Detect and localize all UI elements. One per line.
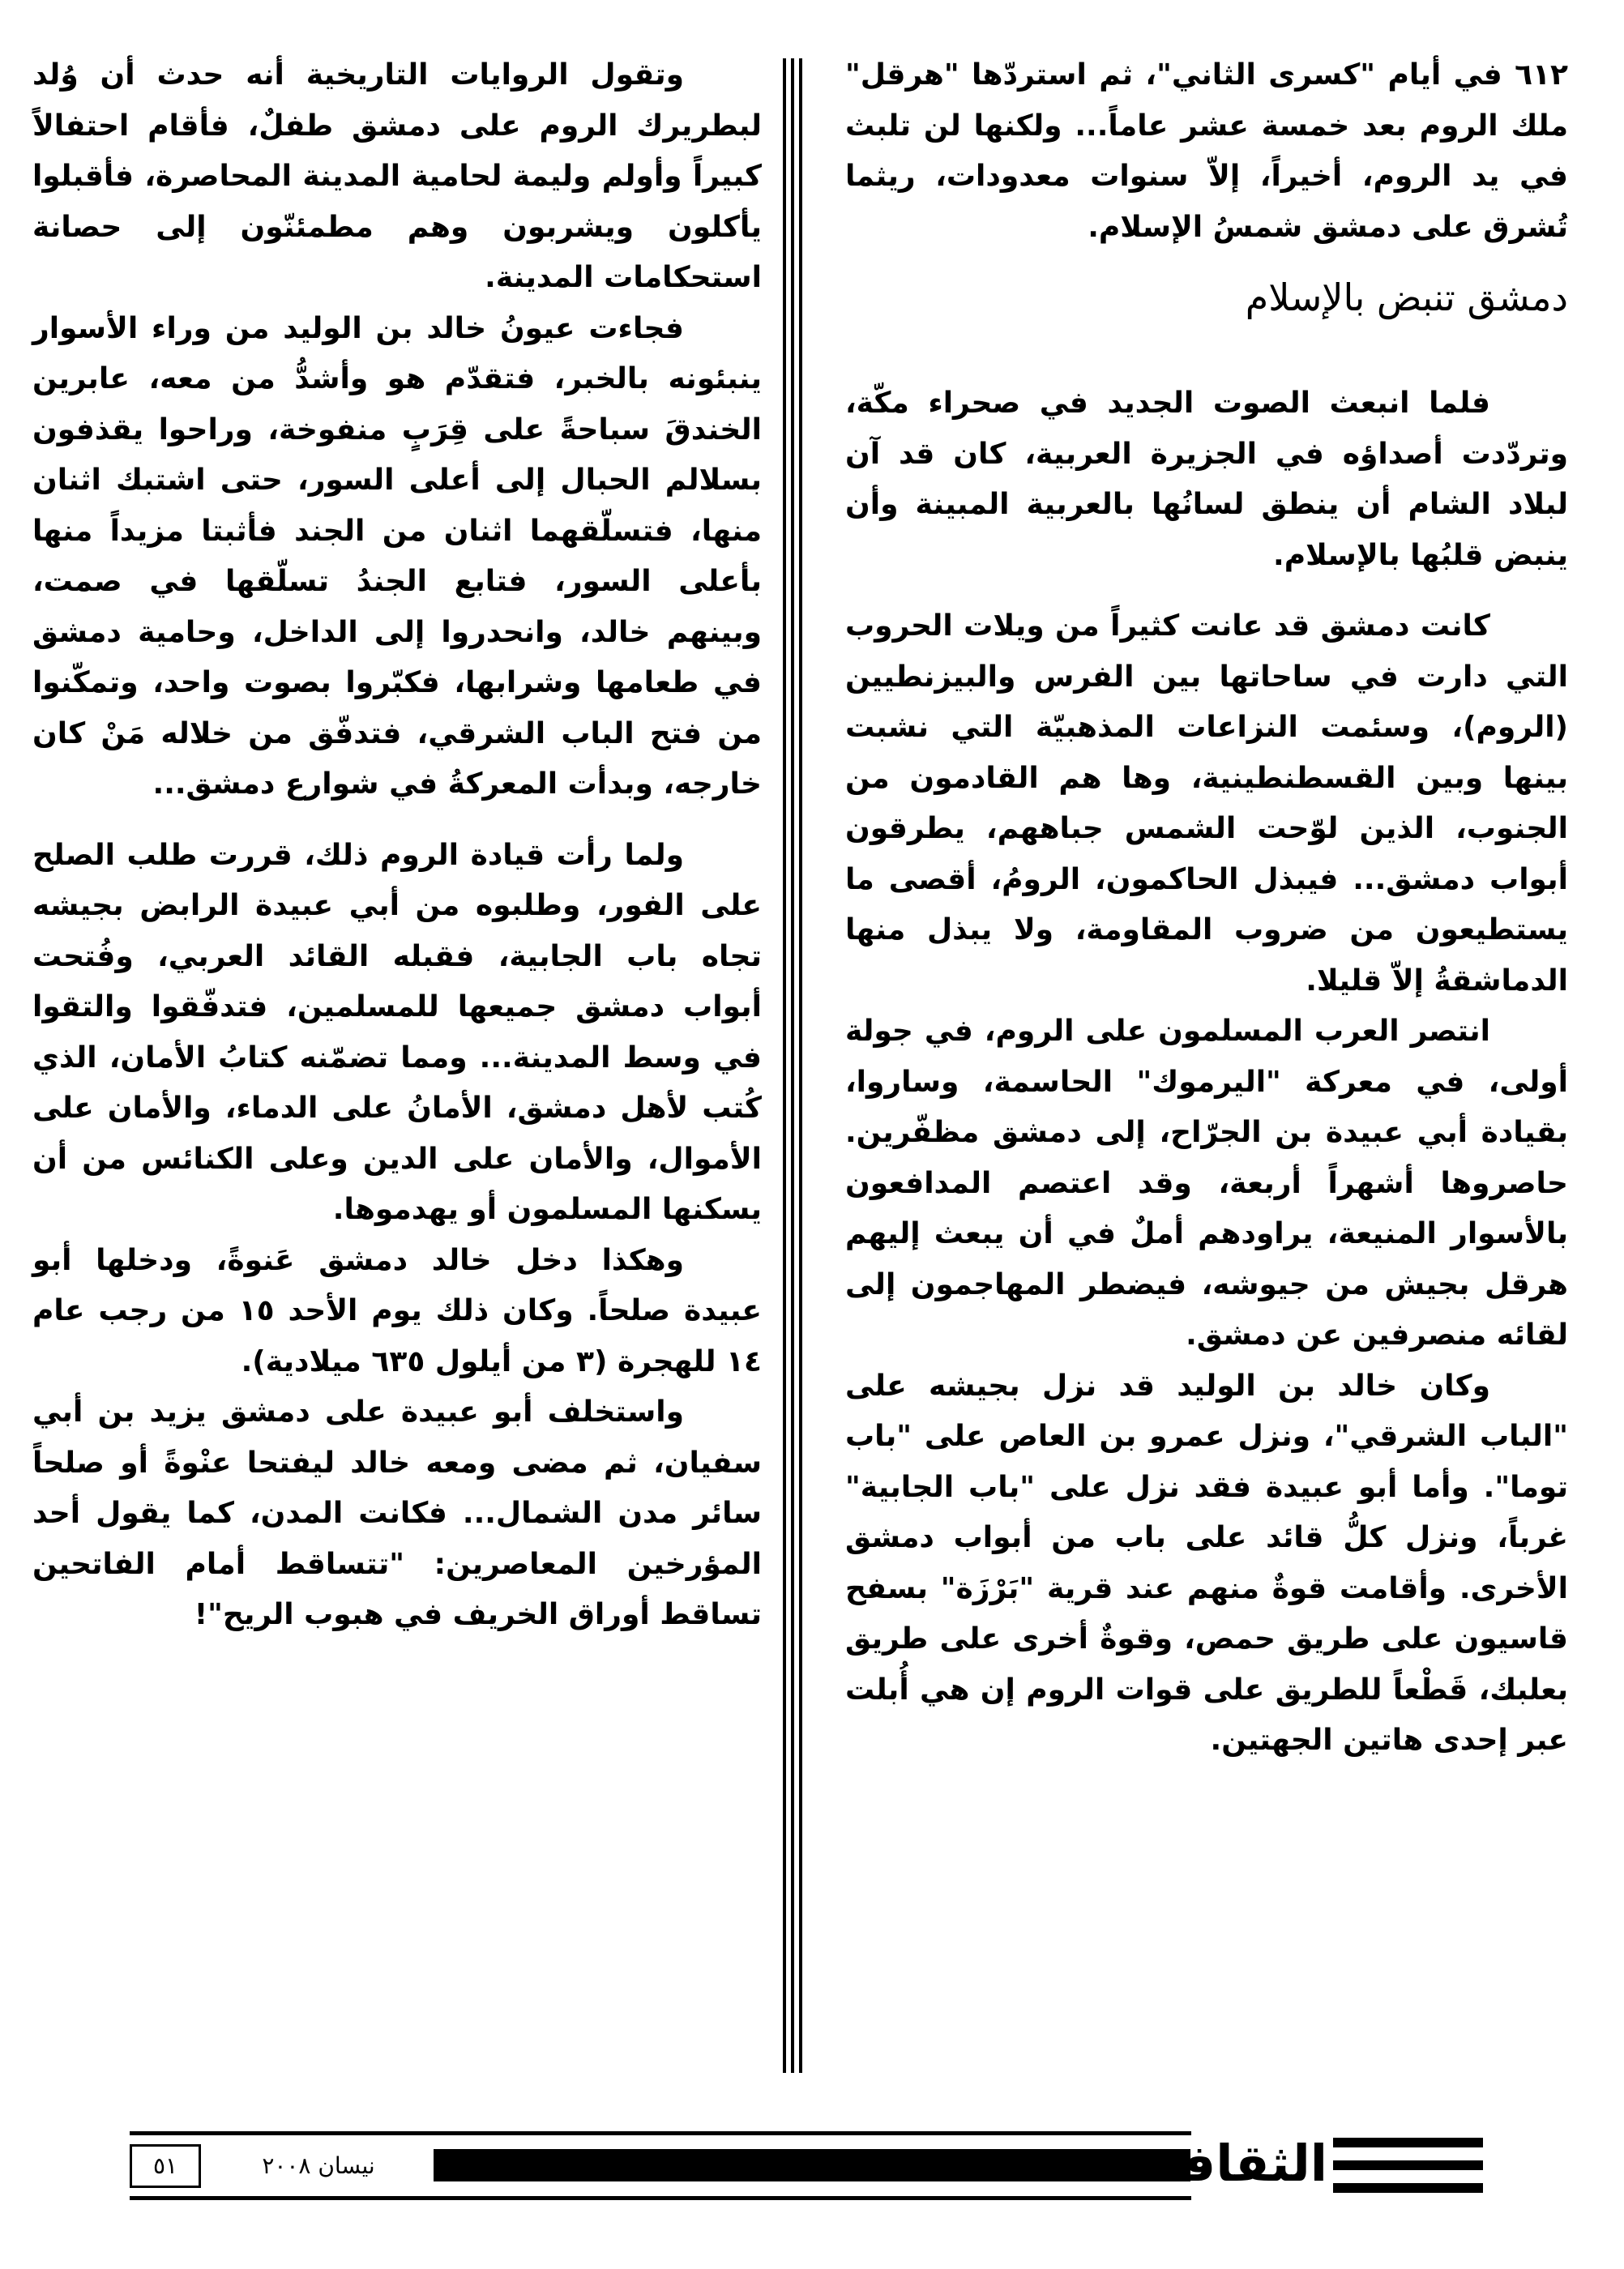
issue-date: نيسان ٢٠٠٨ [262, 2152, 375, 2179]
paragraph-4: انتصر العرب المسلمون على الروم، في جولة أولى، في معركة "اليرموك" الحاسمة، وساروا، بقيادة أبي عبيدة بن الجرّاح، إلى دمشق مظفّرين. حاصروها أشهراً أربعة، وقد اعتصم المدافعون بالأسوار المنيعة، يراودهم أملٌ في أن يبعث إليهم هرقل بجيش من جيوشه، فيضطر المهاجمون إلى لقائه منصرفين عن دمشق. [845, 1015, 1568, 1352]
paragraph-3: كانت دمشق قد عانت كثيراً من ويلات الحروب التي دارت في ساحاتها بين الفرس والبيزنطيين (الروم)، وسئمت النزاعات المذهبيّة التي نشبت بينها وبين القسطنطينية، وها هم القادمون من الجنوب، الذين لوّحت الشمس جباههم، يطرقون أبواب دمشق... فيبذل الحاكمون، الرومُ، أقصى ما يستطيعون من ضروب المقاومة، ولا يبذل منها الدماشقةُ إلاّ قليلا. [845, 609, 1568, 998]
column-divider-line [799, 58, 802, 2073]
magazine-logo: الثقافة [1152, 2134, 1327, 2193]
column-divider-line [791, 58, 794, 2073]
page-number: ٥١ [130, 2144, 201, 2188]
right-column [845, 50, 1568, 2076]
paragraph-1: ٦١٢ في أيام "كسرى الثاني"، ثم استردّها "هرقل" ملك الروم بعد خمسة عشر عاماً... ولكنها لن تلبث في يد الروم، أخيراً، إلاّ سنوات معدودات، ريثما تُشرق على دمشق شمسُ الإسلام. [845, 58, 1568, 244]
paragraph-2: فلما انبعث الصوت الجديد في صحراء مكّة، وتردّدت أصداؤه في الجزيرة العربية، كان قد آن لبلاد الشام أن ينطق لسانُها بالعربية المبينة وأن ينبض قلبُها بالإسلام. [845, 387, 1568, 572]
section-heading: دمشق تنبض بالإسلام [1245, 276, 1568, 319]
paragraph-6: وتقول الروايات التاريخية أنه حدث أن وُلد لبطريرك الروم على دمشق طفلٌ، فأقام احتفالاً كبيراً وأولم وليمة لحامية المدينة المحاصرة، فأقبلوا يأكلون ويشربون وهم مطمئنّون إلى حصانة استحكامات المدينة. [32, 58, 762, 294]
paragraph-8: ولما رأت قيادة الروم ذلك، قررت طلب الصلح على الفور، وطلبوه من أبي عبيدة الرابض بجيشه تجاه باب الجابية، فقبله القائد العربي، وفُتحت أبواب دمشق جميعها للمسلمين، فتدفّقوا والتقوا في وسط المدينة... ومما تضمّنه كتابُ الأمان، الذي كُتب لأهل دمشق، الأمانُ على الدماء، والأمان على الأموال، والأمان على الدين وعلى الكنائس من أن يسكنها المسلمون أو يهدموها. [32, 838, 762, 1226]
logo-stripe [1333, 2183, 1483, 2193]
paragraph-9: وهكذا دخل خالد دمشق عَنوةً، ودخلها أبو عبيدة صلحاً. وكان ذلك يوم الأحد ١٥ من رجب عام ١٤ للهجرة (٣ من أيلول ٦٣٥ ميلادية). [32, 1243, 763, 1378]
logo-stripe [1333, 2138, 1483, 2147]
paragraph-7: فجاءت عيونُ خالد بن الوليد من وراء الأسوار ينبئونه بالخبر، فتقدّم هو وأشدُّ من معه، عابرين الخندقَ سباحةً على قِرَبٍ منفوخة، وراحوا يقذفون بسلالم الحبال إلى أعلى السور، حتى اشتبك اثنان منها، فتسلّقهما اثنان من الجند فأثبتا مزيداً منها بأعلى السور، فتابع الجندُ تسلّقها في صمت، وبينهم خالد، وانحدروا إلى الداخل، وحامية دمشق في طعامها وشرابها، فكبّروا بصوت واحد، وتمكّنوا من فتح الباب الشرقي، فتدفّق من خلاله مَنْ كان خارجه، وبدأت المعركةُ في شوارع دمشق... [32, 311, 762, 801]
logo-stripe [1333, 2160, 1483, 2170]
left-column [32, 50, 762, 2076]
footer-black-bar [434, 2149, 1190, 2181]
column-divider-line [783, 58, 786, 2073]
paragraph-5: وكان خالد بن الوليد قد نزل بجيشه على "الباب الشرقي"، ونزل عمرو بن العاص على "باب توما". وأما أبو عبيدة فقد نزل على "باب الجابية" غرباً، ونزل كلُّ قائد على باب من أبواب دمشق الأخرى. وأقامت قوةٌ منهم عند قرية "بَرْزَة" بسفح قاسيون على طريق حمص، وقوةٌ أخرى على طريق بعلبك، قَطْعاً للطريق على قوات الروم إن هي أُبلت عبر إحدى هاتين الجهتين. [845, 1369, 1568, 1757]
footer-rule-top [130, 2131, 1191, 2135]
footer-rule-bottom [130, 2196, 1191, 2200]
paragraph-10: واستخلف أبو عبيدة على دمشق يزيد بن أبي سفيان، ثم مضى ومعه خالد ليفتحا عنْوةً أو صلحاً سائر مدن الشمال... فكانت المدن، كما يقول أحد المؤرخين المعاصرين: "تتساقط أمام الفاتحين تساقط أوراق الخريف في هبوب الريح"! [32, 1395, 762, 1631]
